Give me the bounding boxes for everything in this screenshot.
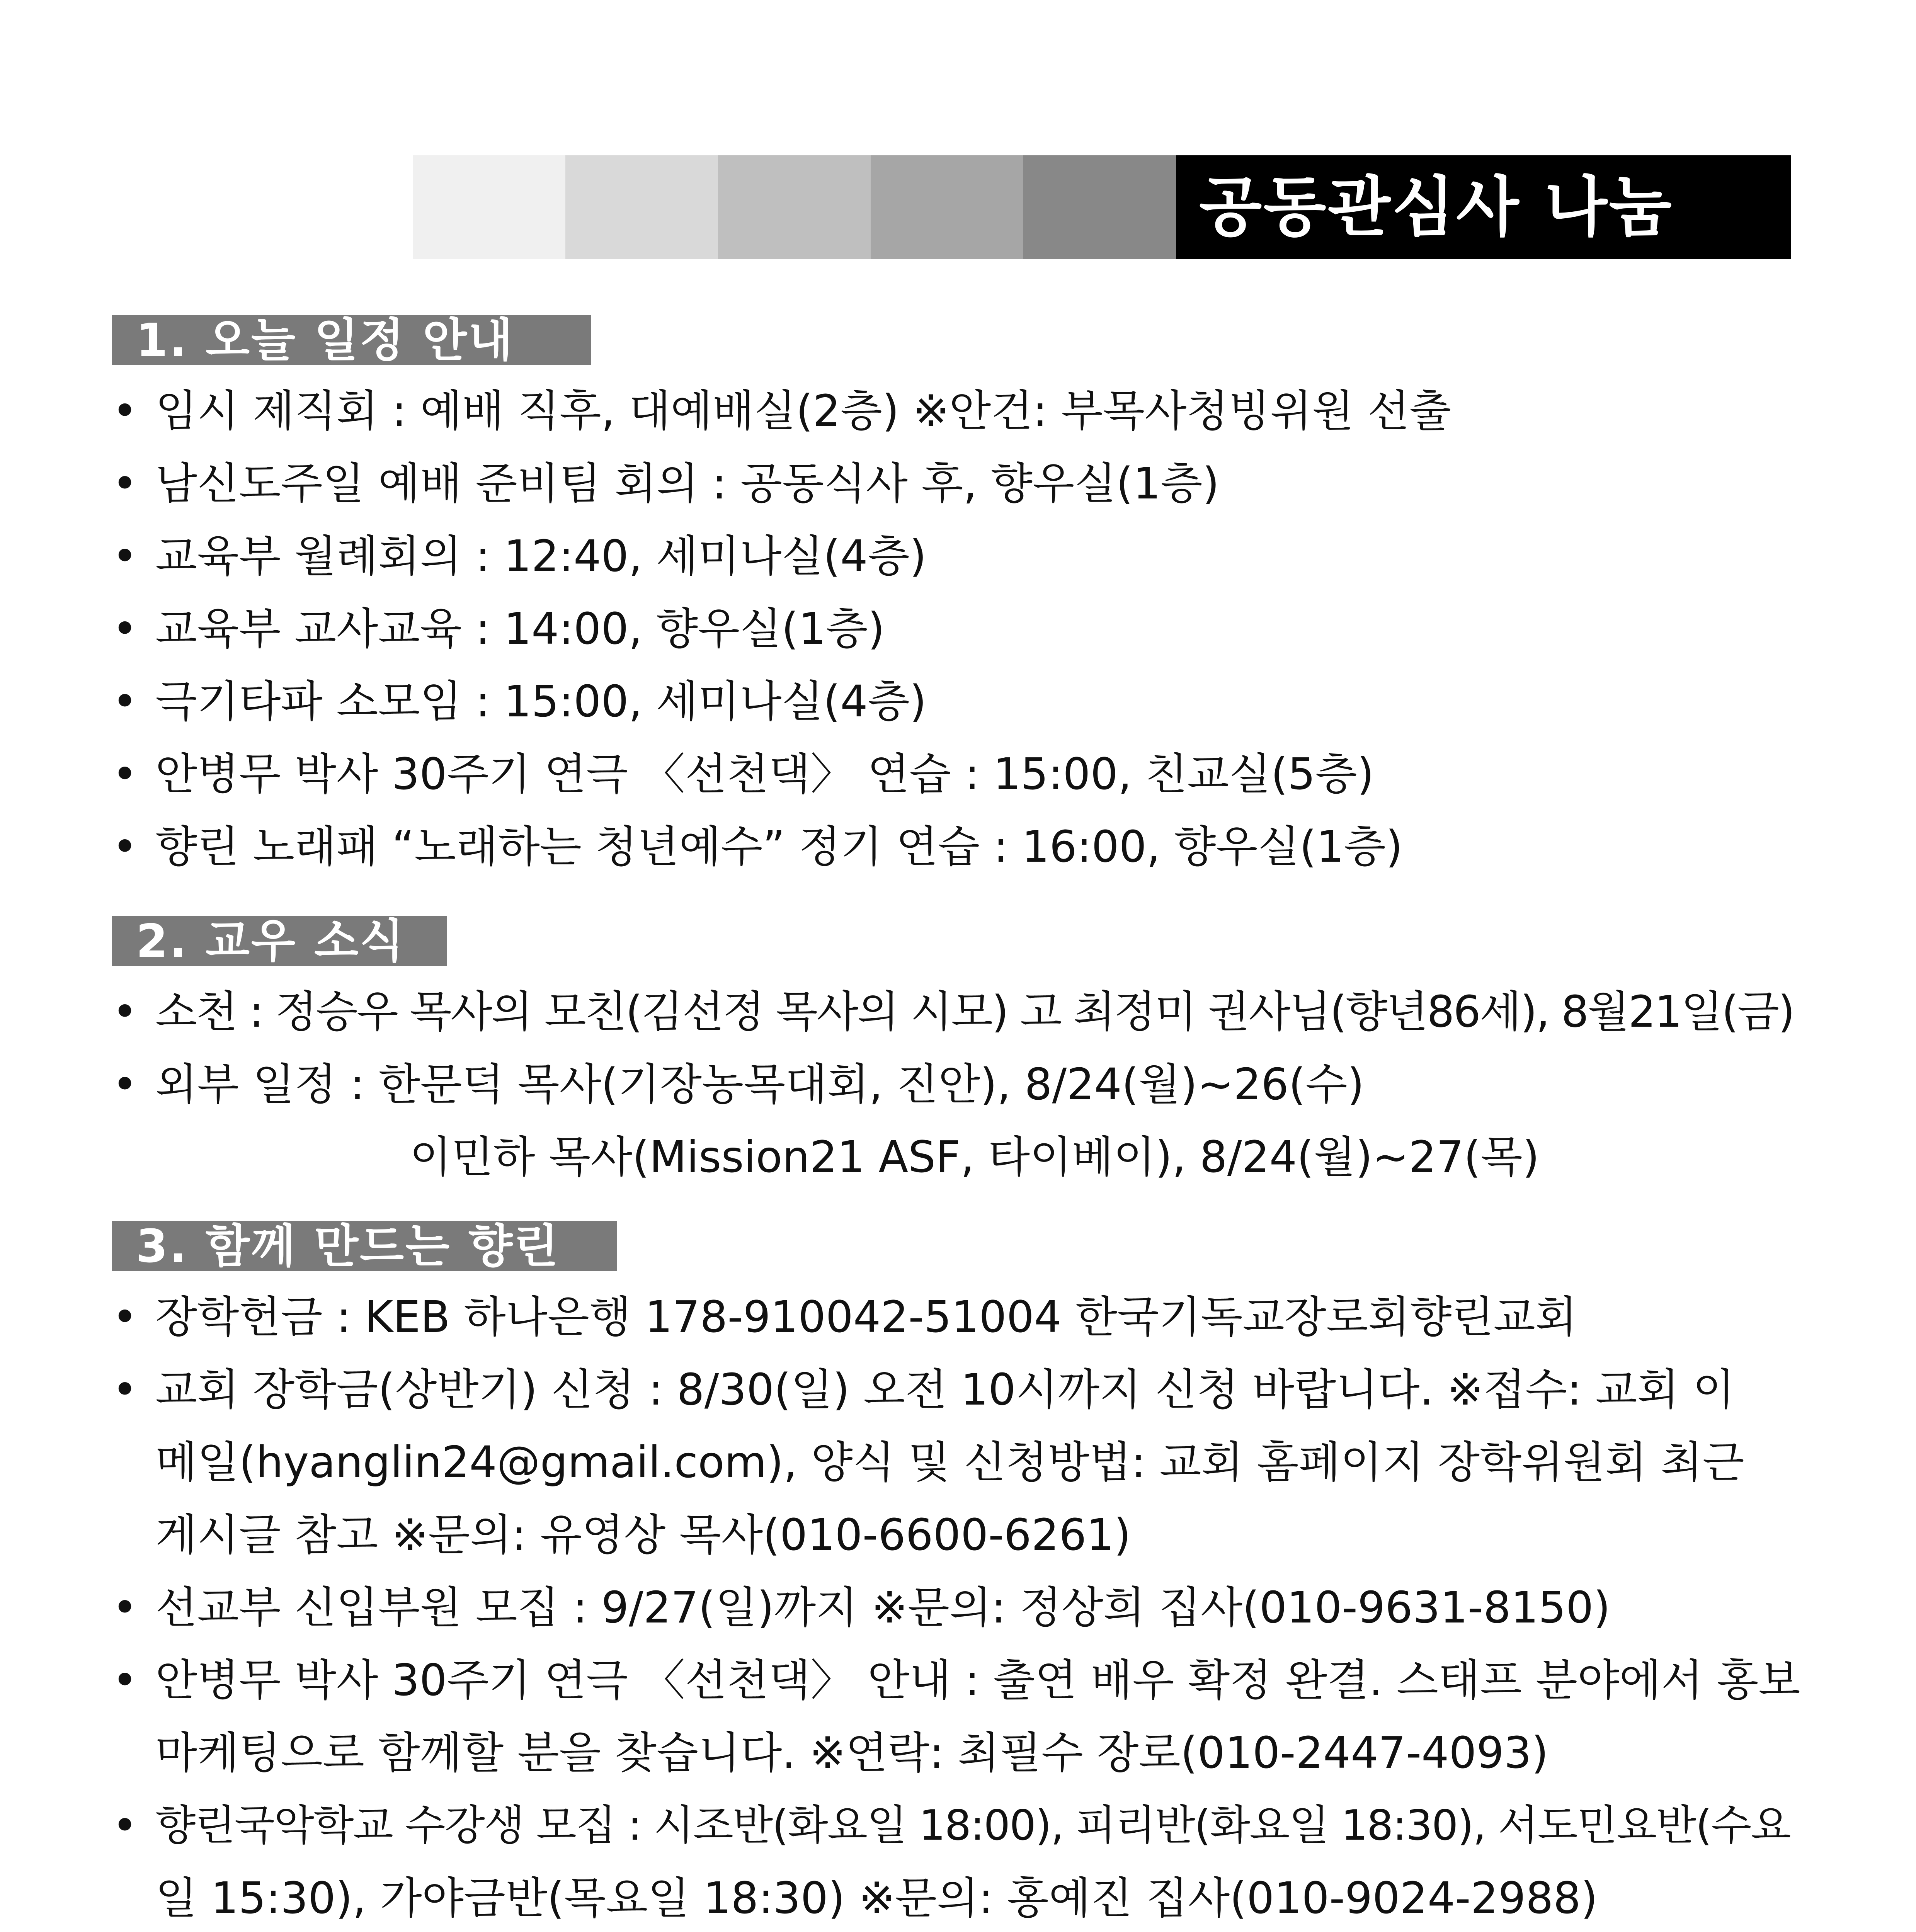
bullet-icon: •: [112, 1655, 138, 1706]
header-banner: [413, 155, 1791, 259]
list-item: [112, 447, 1805, 520]
bullet-icon: •: [112, 1060, 138, 1110]
list-item: [112, 375, 1805, 447]
list-item-continuation: [112, 1717, 1805, 1789]
list-item: [112, 665, 1805, 738]
item-text: 극기타파 소모임 : 15:00, 세미나실(4층): [155, 677, 927, 727]
section-member-news: [112, 916, 1805, 1194]
item-text: 이민하 목사(Mission21 ASF, 타이베이), 8/24(월)~27(목): [410, 1132, 1540, 1182]
list-item: [112, 520, 1805, 593]
section-header: [112, 916, 1805, 968]
list-item: [112, 811, 1805, 883]
bullet-icon: •: [112, 459, 138, 509]
bullet-icon: •: [112, 1292, 138, 1342]
item-text: 교육부 교사교육 : 14:00, 향우실(1층): [155, 604, 885, 654]
list-item-continuation: [112, 1862, 1805, 1932]
item-text: 안병무 박사 30주기 연극 〈선천댁〉 안내 : 출연 배우 확정 완결. 스태프 분야에서 홍보: [155, 1655, 1800, 1706]
gradient-block-4: [871, 155, 1023, 259]
item-text: 메일(hyanglin24@gmail.com), 양식 및 신청방법: 교회 홈페이지 장학위원회 최근: [155, 1437, 1744, 1488]
item-text: 선교부 신입부원 모집 : 9/27(일)까지 ※문의: 정상희 집사(010-9631-8150): [155, 1583, 1611, 1633]
section-today-schedule: [112, 315, 1805, 883]
bullet-icon: •: [112, 1365, 138, 1415]
section-header: [112, 1221, 1805, 1273]
list-item: [112, 1048, 1805, 1121]
item-text: 향린 노래패 “노래하는 청년예수” 정기 연습 : 16:00, 향우실(1층): [155, 822, 1403, 872]
list-item: [112, 1354, 1805, 1426]
item-text: 장학헌금 : KEB 하나은행 178-910042-51004 한국기독교장로회향린교회: [155, 1292, 1577, 1342]
bullet-icon: •: [112, 531, 138, 582]
list-item: [112, 1644, 1805, 1717]
section-together: [112, 1221, 1805, 1932]
list-item-continuation: [112, 1426, 1805, 1499]
bullet-icon: •: [112, 604, 138, 654]
gradient-block-3: [718, 155, 871, 259]
section-label: 2. 교우 소식: [112, 916, 447, 966]
list-item: [112, 738, 1805, 811]
bullet-icon: •: [112, 1583, 138, 1633]
item-text: 남신도주일 예배 준비팀 회의 : 공동식사 후, 향우실(1층): [155, 459, 1220, 509]
bullet-icon: •: [112, 386, 138, 436]
item-text: 마케팅으로 함께할 분을 찾습니다. ※연락: 최필수 장로(010-2447-4093): [155, 1728, 1548, 1778]
item-text: 게시글 참고 ※문의: 유영상 목사(010-6600-6261): [155, 1510, 1131, 1560]
section-label: 1. 오늘 일정 안내: [112, 315, 591, 365]
gradient-block-1: [413, 155, 565, 259]
list-item: [112, 1789, 1805, 1862]
page-title: 공동관심사 나눔: [1176, 155, 1791, 259]
list-item: [112, 593, 1805, 665]
item-text: 일 15:30), 가야금반(목요일 18:30) ※문의: 홍예진 집사(010-9024-2988): [155, 1873, 1598, 1923]
item-text: 향린국악학교 수강생 모집 : 시조반(화요일 18:00), 피리반(화요일 18:30), 서도민요반(수요: [155, 1801, 1790, 1850]
section-label: 3. 함께 만드는 향린: [112, 1221, 617, 1271]
section-header: [112, 315, 1805, 367]
item-text: 교육부 월례회의 : 12:40, 세미나실(4층): [155, 531, 927, 582]
bullet-icon: •: [112, 749, 138, 799]
gradient-block-2: [565, 155, 718, 259]
list-item: [112, 1281, 1805, 1354]
gradient-block-5: [1023, 155, 1176, 259]
list-item: [112, 1571, 1805, 1644]
bullet-icon: •: [112, 987, 137, 1037]
bullet-icon: •: [112, 1801, 137, 1851]
list-item-continuation: [112, 1121, 1805, 1194]
list-item-continuation: [112, 1499, 1805, 1571]
item-text: 안병무 박사 30주기 연극 〈선천댁〉 연습 : 15:00, 친교실(5층): [155, 749, 1374, 799]
item-text: 교회 장학금(상반기) 신청 : 8/30(일) 오전 10시까지 신청 바랍니다. ※접수: 교회 이: [155, 1365, 1735, 1415]
bullet-icon: •: [112, 677, 138, 727]
list-item: [112, 976, 1805, 1048]
item-text: 외부 일정 : 한문덕 목사(기장농목대회, 진안), 8/24(월)~26(수): [155, 1060, 1365, 1110]
bullet-icon: •: [112, 822, 138, 872]
item-text: 임시 제직회 : 예배 직후, 대예배실(2층) ※안건: 부목사청빙위원 선출: [155, 386, 1451, 436]
item-text: 소천 : 정승우 목사의 모친(김선정 목사의 시모) 고 최정미 권사님(향년86세), 8월21일(금): [155, 987, 1794, 1037]
